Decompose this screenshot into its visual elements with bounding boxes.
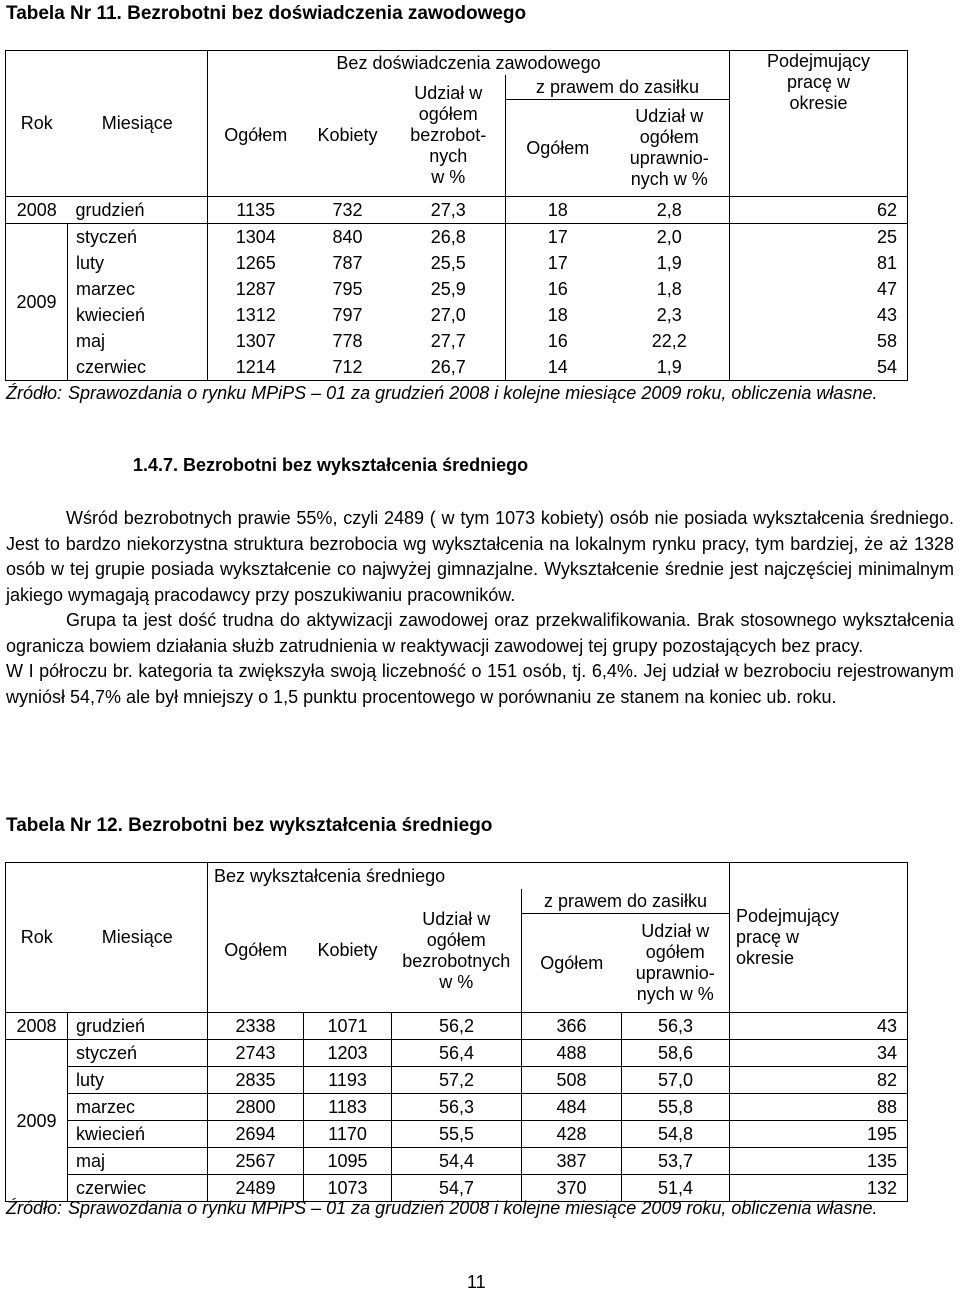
- month-cell: luty: [68, 250, 208, 276]
- t12-zas-udzial-line-3: uprawnio-: [635, 963, 715, 983]
- value-cell: 1183: [304, 1094, 392, 1121]
- page-number: 11: [467, 1272, 486, 1292]
- value-cell: 2338: [208, 1013, 304, 1040]
- value-cell: 88: [730, 1094, 908, 1121]
- value-cell: 56,3: [392, 1094, 522, 1121]
- value-cell: 2,3: [656, 305, 682, 325]
- value-cell: 778: [332, 331, 363, 351]
- t11-zas-udzial-line-1: Udział w: [635, 106, 704, 126]
- value-cell: 62: [730, 197, 908, 224]
- t11-udzial-line-1: Udział w: [414, 83, 483, 103]
- value-cell: 428: [522, 1121, 622, 1148]
- value-cell: 47: [730, 276, 908, 302]
- table-row: [6, 1067, 908, 1094]
- t11-header-group: Bez doświadczenia zawodowego: [208, 51, 730, 76]
- value-cell: 16: [506, 276, 610, 302]
- value-cell: 57,2: [392, 1067, 522, 1094]
- value-cell: 56,4: [392, 1040, 522, 1067]
- value-cell: 1071: [304, 1013, 392, 1040]
- table12-caption: Tabela Nr 12. Bezrobotni bez wykształcenia średniego: [6, 815, 493, 836]
- t12-udzial-line-2: ogółem: [426, 929, 486, 950]
- value-cell: 135: [730, 1148, 908, 1175]
- t12-udzial-line-3: bezrobotnych: [402, 950, 511, 971]
- month-cell: maj: [68, 1148, 208, 1175]
- value-cell: 840: [304, 224, 392, 251]
- t11-header-zasilek-ogolem: Ogółem: [506, 100, 610, 197]
- month-cell: czerwiec: [68, 354, 208, 381]
- value-cell: 488: [522, 1040, 622, 1067]
- value-cell: 1095: [304, 1148, 392, 1175]
- table-row: [6, 1121, 908, 1148]
- value-cell: 712: [304, 354, 392, 381]
- value-cell: 366: [522, 1013, 622, 1040]
- t11-header-udzial: [392, 75, 506, 197]
- t12-header-ogolem: Ogółem: [208, 889, 304, 1013]
- value-cell: 54: [730, 354, 908, 381]
- section-title: 1.4.7. Bezrobotni bez wykształcenia średniego: [133, 455, 529, 475]
- t12-podejm-line-2: pracę w: [736, 927, 800, 947]
- table-row: [6, 1094, 908, 1121]
- paragraph: Grupa ta jest dość trudna do aktywizacji zawodowej oraz przekwalifikowania. Brak stosownego wykształcenia ogranicza bowiem działania służb zatrudnienia w reaktywacji zawodowej tej grupy pozostających bez pracy.: [6, 610, 954, 656]
- value-cell: 1307: [208, 328, 304, 354]
- value-cell: 25,9: [430, 279, 466, 299]
- month-cell: grudzień: [68, 1013, 208, 1040]
- t11-header-zasilek-udzial: [610, 100, 730, 197]
- table12: [5, 862, 908, 1202]
- value-cell: 14: [506, 354, 610, 381]
- value-cell: 1214: [208, 354, 304, 381]
- t12-year-2008: 2008: [6, 1013, 68, 1040]
- value-cell: 1287: [208, 276, 304, 302]
- value-cell: 27,7: [430, 331, 466, 351]
- value-cell: 732: [304, 197, 392, 224]
- t11-source-text: Sprawozdania o rynku MPiPS – 01 za grudzień 2008 i kolejne miesiące 2009 roku, obliczenia własne.: [68, 383, 878, 403]
- t11-udzial-line-5: w %: [431, 167, 466, 187]
- value-cell: 25: [730, 224, 908, 251]
- t12-year-2009: 2009: [6, 1040, 68, 1202]
- t12-header-zasilek-ogolem: Ogółem: [522, 914, 622, 1013]
- value-cell: 1,9: [656, 253, 682, 273]
- t12-podejm-line-1: Podejmujący: [736, 906, 840, 926]
- value-cell: 16: [506, 328, 610, 354]
- t12-zas-udzial-line-2: ogółem: [645, 942, 705, 962]
- table-row: [6, 354, 908, 381]
- value-cell: 54,4: [392, 1148, 522, 1175]
- value-cell: 54,8: [622, 1121, 730, 1148]
- value-cell: 27,3: [392, 197, 506, 224]
- t11-podejm-line-3: okresie: [789, 93, 848, 113]
- value-cell: 55,8: [622, 1094, 730, 1121]
- value-cell: 1,8: [656, 279, 682, 299]
- t11-header-zasilek-group: z prawem do zasiłku: [506, 75, 730, 100]
- value-cell: 387: [522, 1148, 622, 1175]
- section-body: [6, 506, 954, 710]
- t12-header-zasilek-udzial: [622, 914, 730, 1013]
- value-cell: 26,8: [392, 224, 506, 251]
- table11-caption: Tabela Nr 11. Bezrobotni bez doświadczenia zawodowego: [6, 3, 527, 24]
- value-cell: 17: [506, 224, 610, 251]
- value-cell: 43: [730, 1013, 908, 1040]
- t12-header-podejmujacy: [730, 863, 908, 1013]
- value-cell: 57,0: [622, 1067, 730, 1094]
- value-cell: 1170: [304, 1121, 392, 1148]
- table-row: [6, 224, 908, 251]
- value-cell: 1312: [208, 302, 304, 328]
- t12-podejm-line-3: okresie: [736, 948, 795, 968]
- month-cell: czerwiec: [68, 1175, 208, 1202]
- month-cell: styczeń: [68, 224, 208, 251]
- value-cell: 58,6: [622, 1040, 730, 1067]
- table11: [5, 50, 908, 381]
- value-cell: 2,8: [610, 197, 730, 224]
- t11-header-miesiace: Miesiące: [68, 51, 208, 197]
- t12-udzial-line-4: w %: [439, 971, 474, 992]
- table-row: [6, 250, 908, 276]
- t11-podejm-line-1: Podejmujący: [766, 51, 871, 71]
- paragraph: W I półroczu br. kategoria ta zwiększyła swoją liczebność o 151 osób, tj. 6,4%. Jej udział w bezrobociu rejestrowanym wyniósł 54,7% ale był mniejszy o 1,5 punktu procentowego w porównaniu ze stanem na koniec ub. roku.: [6, 661, 954, 707]
- value-cell: 787: [332, 253, 363, 273]
- value-cell: 82: [730, 1067, 908, 1094]
- t12-header-miesiace: Miesiące: [68, 863, 208, 1013]
- value-cell: 132: [730, 1175, 908, 1202]
- value-cell: 195: [730, 1121, 908, 1148]
- month-cell: marzec: [68, 276, 208, 302]
- value-cell: 2694: [208, 1121, 304, 1148]
- value-cell: 43: [730, 302, 908, 328]
- t11-podejm-line-2: pracę w: [787, 72, 851, 92]
- month-cell: kwiecień: [68, 1121, 208, 1148]
- value-cell: 1265: [208, 250, 304, 276]
- value-cell: 56,3: [622, 1013, 730, 1040]
- value-cell: 56,2: [392, 1013, 522, 1040]
- value-cell: 795: [332, 279, 363, 299]
- t11-header-podejmujacy: [730, 51, 908, 197]
- t11-year-2008: 2008: [6, 197, 68, 224]
- table-row: [6, 276, 908, 302]
- value-cell: 1304: [208, 224, 304, 251]
- value-cell: 34: [730, 1040, 908, 1067]
- value-cell: 1193: [304, 1067, 392, 1094]
- value-cell: 508: [522, 1067, 622, 1094]
- value-cell: 2743: [208, 1040, 304, 1067]
- month-cell: kwiecień: [68, 302, 208, 328]
- value-cell: 53,7: [622, 1148, 730, 1175]
- value-cell: 2489: [208, 1175, 304, 1202]
- value-cell: 2,0: [610, 224, 730, 251]
- month-cell: marzec: [68, 1094, 208, 1121]
- value-cell: 18: [506, 197, 610, 224]
- table-row: [6, 1148, 908, 1175]
- t12-zas-udzial-line-4: nych w %: [636, 984, 714, 1004]
- t12-source-label: Źródło:: [6, 1198, 63, 1218]
- value-cell: 1135: [208, 197, 304, 224]
- value-cell: 797: [332, 305, 363, 325]
- month-cell: grudzień: [68, 197, 208, 224]
- month-cell: maj: [68, 328, 208, 354]
- t11-udzial-line-3: bezrobot-: [410, 125, 487, 145]
- value-cell: 27,0: [430, 305, 466, 325]
- t11-zas-udzial-line-2: ogółem: [639, 127, 699, 147]
- t12-source: [6, 1196, 954, 1220]
- value-cell: 81: [730, 250, 908, 276]
- table-row: [6, 1040, 908, 1067]
- table-row: [6, 1013, 908, 1040]
- value-cell: 17: [506, 250, 610, 276]
- t12-header-rok: Rok: [6, 863, 68, 1013]
- month-cell: styczeń: [68, 1040, 208, 1067]
- t11-year-2009: 2009: [6, 224, 68, 381]
- t12-header-udzial: [392, 889, 522, 1013]
- value-cell: 484: [522, 1094, 622, 1121]
- value-cell: 18: [506, 302, 610, 328]
- month-cell: luty: [68, 1067, 208, 1094]
- t12-udzial-line-1: Udział w: [422, 908, 491, 929]
- table-row: [6, 197, 908, 224]
- value-cell: 1203: [304, 1040, 392, 1067]
- t11-udzial-line-4: nych: [429, 146, 468, 166]
- value-cell: 2800: [208, 1094, 304, 1121]
- t11-source-label: Źródło:: [6, 383, 63, 403]
- t12-header-group: Bez wykształcenia średniego: [208, 863, 730, 890]
- t12-header-kobiety: Kobiety: [317, 940, 378, 960]
- value-cell: 25,5: [430, 253, 466, 273]
- table-row: [6, 302, 908, 328]
- value-cell: 22,2: [651, 331, 687, 351]
- t11-header-rok: Rok: [6, 51, 68, 197]
- t11-header-kobiety: Kobiety: [317, 125, 378, 145]
- t11-zas-udzial-line-3: uprawnio-: [629, 148, 709, 168]
- t11-header-ogolem: Ogółem: [208, 75, 304, 197]
- t11-udzial-line-2: ogółem: [418, 104, 478, 124]
- value-cell: 2835: [208, 1067, 304, 1094]
- paragraph: Wśród bezrobotnych prawie 55%, czyli 2489 ( w tym 1073 kobiety) osób nie posiada wykształcenia średniego. Jest to bardzo niekorzystna struktura bezrobocia wg wykształcenia na lokalnym rynku pracy, tym bardziej, że aż 1328 osób w tej grupie posiada wykształcenie co najwyżej gimnazjalne. Wykształcenie średnie jest najczęściej minimalnym jakiego wymagają pracodawcy przy poszukiwaniu pracowników.: [6, 508, 954, 605]
- value-cell: 1073: [304, 1175, 392, 1202]
- value-cell: 370: [522, 1175, 622, 1202]
- value-cell: 51,4: [622, 1175, 730, 1202]
- value-cell: 26,7: [392, 354, 506, 381]
- value-cell: 2567: [208, 1148, 304, 1175]
- value-cell: 54,7: [392, 1175, 522, 1202]
- value-cell: 58: [730, 328, 908, 354]
- t12-header-zasilek-group: z prawem do zasiłku: [522, 889, 730, 914]
- t11-source: [6, 381, 954, 405]
- value-cell: 1,9: [610, 354, 730, 381]
- t12-source-text: Sprawozdania o rynku MPiPS – 01 za grudzień 2008 i kolejne miesiące 2009 roku, obliczenia własne.: [68, 1198, 878, 1218]
- t12-zas-udzial-line-1: Udział w: [641, 921, 710, 941]
- table-row: [6, 328, 908, 354]
- value-cell: 55,5: [392, 1121, 522, 1148]
- t11-zas-udzial-line-4: nych w %: [630, 169, 708, 189]
